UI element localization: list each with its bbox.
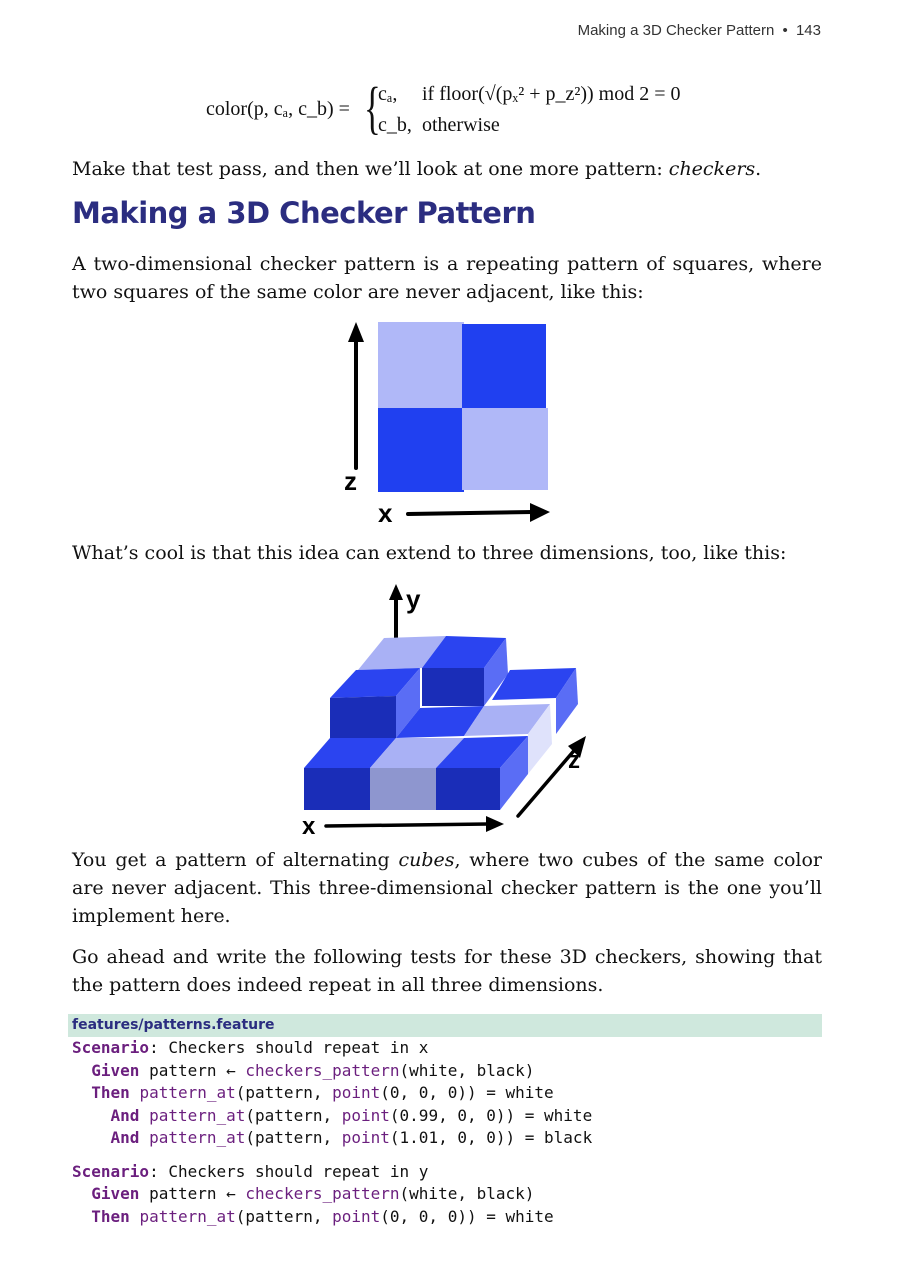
scenario-2 [68, 1161, 822, 1229]
code-keyword: Then [91, 1206, 130, 1226]
formula-lhs: color(p, cₐ, c_b) = [206, 98, 350, 120]
code-text: (white, black) [399, 1184, 535, 1203]
para4-italic: cubes [398, 849, 455, 871]
checker-3d-figure [296, 578, 596, 840]
y-axis-arrowhead [389, 584, 403, 600]
code-line [72, 1183, 822, 1206]
formula-brace: { [364, 75, 381, 140]
cube-front-dark-back [422, 668, 484, 706]
code-keyword: Scenario [72, 1038, 150, 1057]
code-line [72, 1082, 822, 1105]
checker-2d-figure [336, 318, 566, 530]
cube-front-dark-3 [436, 768, 500, 810]
code-line [72, 1127, 822, 1150]
code-keyword: Given [91, 1060, 140, 1080]
x-axis-label-3d: x [302, 813, 316, 840]
code-indent [72, 1083, 91, 1102]
x-axis-line-3d [326, 824, 488, 826]
square-dark-bottom-left [378, 408, 464, 492]
code-gap [68, 1150, 822, 1161]
square-light-top-left [378, 322, 464, 410]
page-number: 143 [795, 22, 821, 39]
code-text: (0, 0, 0)) = white [380, 1206, 554, 1226]
code-function: pattern_at [139, 1206, 236, 1226]
paragraph-3d-extension: What’s cool is that this idea can extend to three dimensions, too, like this: [72, 542, 787, 564]
code-text: (1.01, 0, 0)) = black [389, 1128, 593, 1147]
z-axis-label: z [344, 466, 357, 496]
code-text: (0, 0, 0)) = white [380, 1083, 554, 1102]
code-line [72, 1105, 822, 1128]
code-function: pattern_at [149, 1105, 246, 1125]
code-keyword: And [110, 1128, 140, 1147]
formula-case-1 [378, 83, 681, 106]
code-function: checkers_pattern [245, 1184, 400, 1203]
x-axis-label: x [378, 498, 393, 528]
code-line [72, 1060, 822, 1083]
code-keyword: Scenario [72, 1161, 150, 1181]
y-axis-label: y [406, 584, 421, 614]
case2-condition: otherwise [422, 114, 500, 136]
code-text: (pattern, [245, 1128, 342, 1147]
code-text: : Checkers should repeat in x [149, 1038, 429, 1057]
x-axis-line [408, 512, 532, 514]
code-line [72, 1206, 822, 1229]
code-text: (pattern, [235, 1083, 333, 1102]
code-text: (pattern, [235, 1206, 333, 1226]
cube-front-light-2 [370, 768, 436, 810]
scenario-1 [68, 1037, 822, 1150]
paragraph-write-tests: Go ahead and write the following tests for these 3D checkers, showing that the pattern does indeed repeat in all three dimensions. [72, 946, 822, 996]
code-function: point [332, 1083, 381, 1102]
running-header [578, 22, 821, 39]
code-text: pattern ← [139, 1184, 246, 1203]
code-indent [72, 1128, 111, 1147]
code-text: (white, black) [399, 1060, 535, 1080]
x-axis-arrowhead-3d [486, 816, 504, 832]
code-keyword: Then [91, 1083, 130, 1102]
code-function: point [341, 1105, 390, 1125]
x-axis-arrowhead [530, 503, 550, 522]
case2-value: c_b, [378, 114, 412, 136]
para4-b: , where two cubes of the same color are never adjacent. This three-dimensional checker pattern is the one you’ll implement here. [72, 849, 822, 927]
code-text: pattern ← [139, 1060, 246, 1080]
code-function: checkers_pattern [245, 1060, 400, 1080]
para4-a: You get a pattern of alternating [72, 849, 399, 871]
case1-value: cₐ, [378, 83, 398, 105]
para1-italic: checkers [668, 158, 756, 180]
header-bullet: • [782, 22, 788, 39]
code-listing [68, 1014, 822, 1228]
cube-front-dark-1 [304, 768, 370, 810]
code-filename: features/patterns.feature [68, 1014, 822, 1037]
paragraph-cubes [72, 846, 822, 930]
para1-end: . [755, 158, 762, 180]
para1-text: Make that test pass, and then we’ll look at one more pattern: [72, 158, 669, 180]
section-heading: Making a 3D Checker Pattern [72, 196, 536, 230]
code-text: : Checkers should repeat in y [149, 1161, 429, 1181]
header-title: Making a 3D Checker Pattern [577, 22, 775, 39]
formula-case-2 [378, 114, 500, 137]
code-function: pattern_at [149, 1128, 246, 1147]
code-function: point [341, 1128, 390, 1147]
code-line [72, 1037, 822, 1060]
code-keyword: Given [91, 1184, 140, 1203]
case1-condition: if floor(√(pₓ² + p_z²)) mod 2 = 0 [422, 83, 681, 105]
code-function: point [332, 1206, 381, 1226]
code-indent [72, 1106, 111, 1125]
z-axis-arrowhead [348, 322, 364, 342]
color-formula [206, 75, 726, 146]
code-text: (pattern, [245, 1105, 342, 1125]
code-indent [72, 1207, 91, 1226]
code-text: (0.99, 0, 0)) = white [389, 1105, 593, 1125]
code-function: pattern_at [139, 1083, 236, 1102]
square-dark-top-right [462, 324, 546, 410]
cube-front-dark-left [330, 696, 396, 738]
code-indent [72, 1184, 91, 1203]
paragraph-checkers-intro [72, 155, 822, 183]
paragraph-2d-checker: A two-dimensional checker pattern is a repeating pattern of squares, where two squares of the same color are never adjacent, like this: [72, 253, 822, 303]
code-indent [72, 1061, 91, 1080]
code-line [72, 1161, 822, 1184]
code-keyword: And [110, 1105, 140, 1125]
square-light-bottom-right [462, 408, 548, 490]
z-axis-label-3d: z [568, 747, 580, 774]
